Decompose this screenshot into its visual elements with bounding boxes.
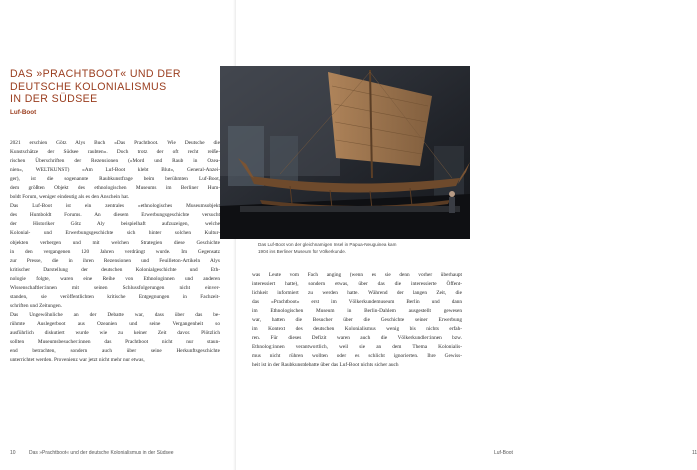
body-text-line: Kunstschätze der Südsee raubten«. Doch trotz der oft recht reiße- bbox=[10, 149, 220, 156]
body-text-line: im Kontext des deutschen Kolonialismus wenig bis nichts erfah- bbox=[252, 326, 462, 333]
body-text-line: end betrachten, sondern auch über seine Herkunftsgeschichte bbox=[10, 348, 220, 355]
running-head-right: Luf-Boot bbox=[494, 450, 513, 456]
body-text-line: des Humboldt Forums. An diesem Erwerbungsgeschichte versucht bbox=[10, 212, 220, 219]
body-text-line: Das Luf-Boot ist ein zentrales »ethnologisches Museumsobjekt bbox=[10, 203, 220, 210]
body-text-line: in den vergangenen 120 Jahren verdrängt wurde. Im Gegensatz bbox=[10, 248, 220, 255]
luf-boat-illustration bbox=[220, 66, 470, 239]
body-text-line: Ethnolog:innen verantwortlich, weil sie an dem Thema Kolonialis- bbox=[252, 344, 462, 351]
body-text-line: nologie folgte, waren eine Reihe von Ethnologinnen und anderen bbox=[10, 275, 220, 282]
chapter-title-line: DEUTSCHE KOLONIALISMUS bbox=[10, 80, 167, 93]
body-text-line: unterrichtet werden. Provenienz war jetzt nicht mehr nur etwas, bbox=[10, 357, 145, 364]
body-text-line: boldt Forum, weniger eindeutig als es den Anschein hat. bbox=[10, 194, 130, 201]
body-text-line: sollten Museumsbesucher:innen das Prachtboot nicht nur staun- bbox=[10, 339, 220, 346]
body-text-line: 2021 erschien Götz Alys Buch »Das Prachtboot. Wie Deutsche die bbox=[10, 140, 220, 146]
body-text-line: objekten verbergen und mit welchen Strategien diese Geschichte bbox=[10, 239, 220, 246]
chapter-title bbox=[10, 68, 215, 106]
chapter-subtitle: Luf-Boot bbox=[10, 109, 37, 116]
body-text-line: Das Ungewöhnliche an der Debatte war, dass über das be- bbox=[10, 311, 220, 318]
page-number-left: 10 bbox=[10, 450, 16, 456]
body-text-line: heit ist in der Raubkunstdebatte über das Luf-Boot nichts sicher auch bbox=[252, 362, 399, 369]
body-text-line: der Historiker Götz Aly beispielhaft aufzuzeigen, welche bbox=[10, 221, 220, 228]
body-text-line: rühmte Auslegerboot aus Ozeanien und seine Vergangenheit so bbox=[10, 320, 220, 327]
body-text-line: Wissenschaftler:innen mit seinen Schlussfolgerungen nicht einver- bbox=[10, 284, 220, 291]
chapter-title-line: DAS »PRACHTBOOT« UND DER bbox=[10, 68, 181, 80]
body-text-line: dem größten Objekt des ethnologischen Museums im Berliner Hum- bbox=[10, 185, 220, 192]
running-head-left: Das »Prachtboot« und der deutsche Kolonialismus in der Südsee bbox=[29, 450, 174, 456]
photo-caption-line: Das Luf-Boot von der gleichnamigen Insel in Papua-Neuguinea kam bbox=[258, 242, 397, 247]
left-page bbox=[0, 0, 236, 470]
chapter-title-line: IN DER SÜDSEE bbox=[10, 93, 98, 106]
body-text-line: war, hatten die Besucher über die Geschichte seiner Erwerbung bbox=[252, 317, 462, 324]
body-text-line: ren. Für dieses Defizit waren auch die Völkerkundler:innen bzw. bbox=[252, 335, 462, 342]
body-text-line: interessiert hatte), sondern etwas, über das die interessierte Öffent- bbox=[252, 281, 462, 288]
body-text-line: Kolonial- und Erwerbungsgeschichte sich hinter solchen Kultur- bbox=[10, 230, 220, 237]
page-number-right: 11 bbox=[692, 450, 697, 456]
body-text-line: was Leute vom Fach anging (wenn es sie denn vorher überhaupt bbox=[252, 272, 462, 278]
photo-caption bbox=[258, 242, 463, 255]
body-text-line: mus nicht rühren wollten oder es schlicht ignorierten. Ihre Gewiss- bbox=[252, 353, 462, 360]
body-text-line: ausführlich diskutiert wurde wie zu keiner Zeit davor. Plötzlich bbox=[10, 329, 220, 336]
body-text-line: rischen Überschriften der Rezensionen (»Mord und Raub in Ozea- bbox=[10, 158, 220, 165]
luf-boat-photo bbox=[220, 66, 470, 239]
body-text-line: kritischer Darstellung der deutschen Kolonialgeschichte und Eth- bbox=[10, 266, 220, 273]
body-text-line: nien«, WELTKUNST) »Am Luf-Boot klebt Blut«, General-Anzei- bbox=[10, 167, 220, 174]
right-body-text bbox=[252, 271, 462, 371]
body-text-line: zur Presse, die in ihren Rezensionen und Feuilleton-Artikeln Alys bbox=[10, 257, 220, 264]
body-text-line: standen, sie veröffentlichten kritische Entgegnungen in Fachzeit- bbox=[10, 293, 220, 300]
body-text-line: das »Prachtboot« erst im Völkerkundemuseum Berlin und dann bbox=[252, 299, 462, 306]
left-body-text bbox=[10, 139, 220, 365]
body-text-line: ger), ist die sogenannte Raubkunstfrage beim berühmten Luf-Boot, bbox=[10, 176, 220, 183]
body-text-line: lichkeit informiert zu werden hatte. Während der langen Zeit, die bbox=[252, 290, 462, 297]
photo-caption-line: 1904 ins Berliner Museum für Völkerkunde. bbox=[258, 248, 347, 254]
body-text-line: schriften und Zeitungen. bbox=[10, 302, 62, 309]
body-text-line: im Ethnologischen Museum in Berlin-Dahlem ausgestellt gewesen bbox=[252, 308, 462, 315]
